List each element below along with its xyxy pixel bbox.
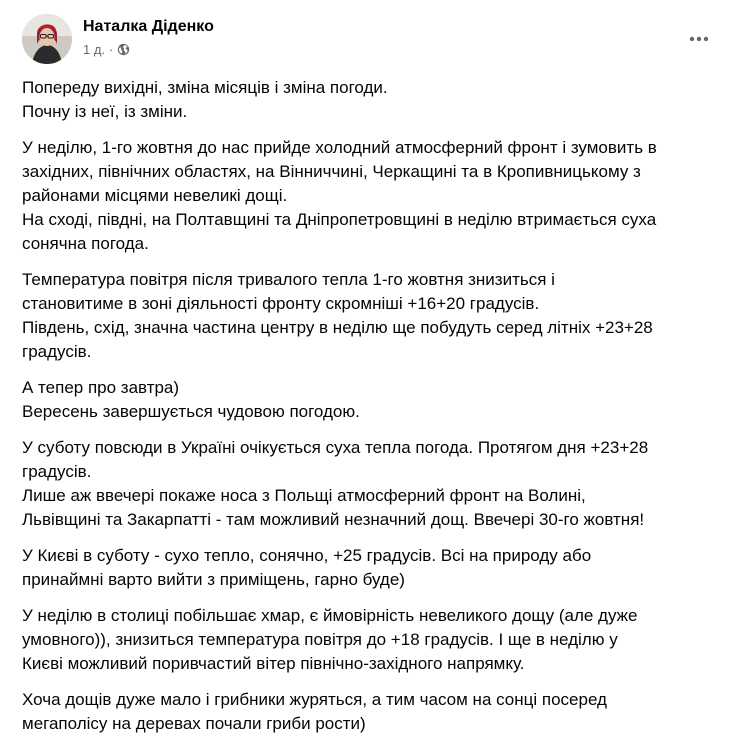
post-paragraph: Хоча дощів дуже мало і грибники журяться, а тим часом на сонці посеред мегаполісу на деревах почали гриби рости) [22,690,607,733]
avatar-photo [22,14,72,64]
globe-icon[interactable] [117,43,130,56]
post-timestamp[interactable]: 1 д. [83,42,106,57]
post-paragraph: Попереду вихідні, зміна місяців і зміна погоди. Почну із неї, із зміни. [22,78,388,121]
post-paragraph: Температура повітря після тривалого тепла 1-го жовтня знизиться і становитиме в зоні діяльності фронту скромніші +16+20 градусів. Південь, схід, значна частина центру в неділю ще побудуть серед літніх +23+28 градусів. [22,270,653,361]
post-paragraph: У неділю в столиці побільшає хмар, є ймовірність невеликого дощу (але дуже умовного)), знизиться температура повітря до +18 градусів. І ще в неділю у Києві можливий поривчастий вітер північно-західного напрямку. [22,606,638,673]
meta-separator: · [109,42,114,57]
post-paragraph: У Києві в суботу - сухо тепло, сонячно, +25 градусів. Всі на природу або принаймні варто вийти з приміщень, гарно буде) [22,546,592,589]
more-horizontal-icon [689,36,709,42]
post-header [22,14,722,64]
post-meta [83,42,130,57]
post-paragraph: У суботу повсюди в Україні очікується суха тепла погода. Протягом дня +23+28 градусів. Лише аж ввечері покаже носа з Польщі атмосферний фронт на Волині, Львівщині та Закарпатті - там можливий незначний дощ. Ввечері 30-го жовтня! [22,438,649,529]
post-paragraph: А тепер про завтра) Вересень завершується чудовою погодою. [22,378,360,421]
more-options-button[interactable] [684,24,714,54]
author-name[interactable]: Наталка Діденко [83,18,214,35]
avatar[interactable] [22,14,72,64]
post-paragraph: У неділю, 1-го жовтня до нас прийде холодний атмосферний фронт і зумовить в західних, північних областях, на Вінниччині, Черкащині та в Кропивницькому з районами місцями невеликі дощі. На сході, півдні, на Полтавщині та Дніпропетровщині в неділю втримається суха сонячна погода. [22,138,657,253]
post-text [22,76,722,748]
